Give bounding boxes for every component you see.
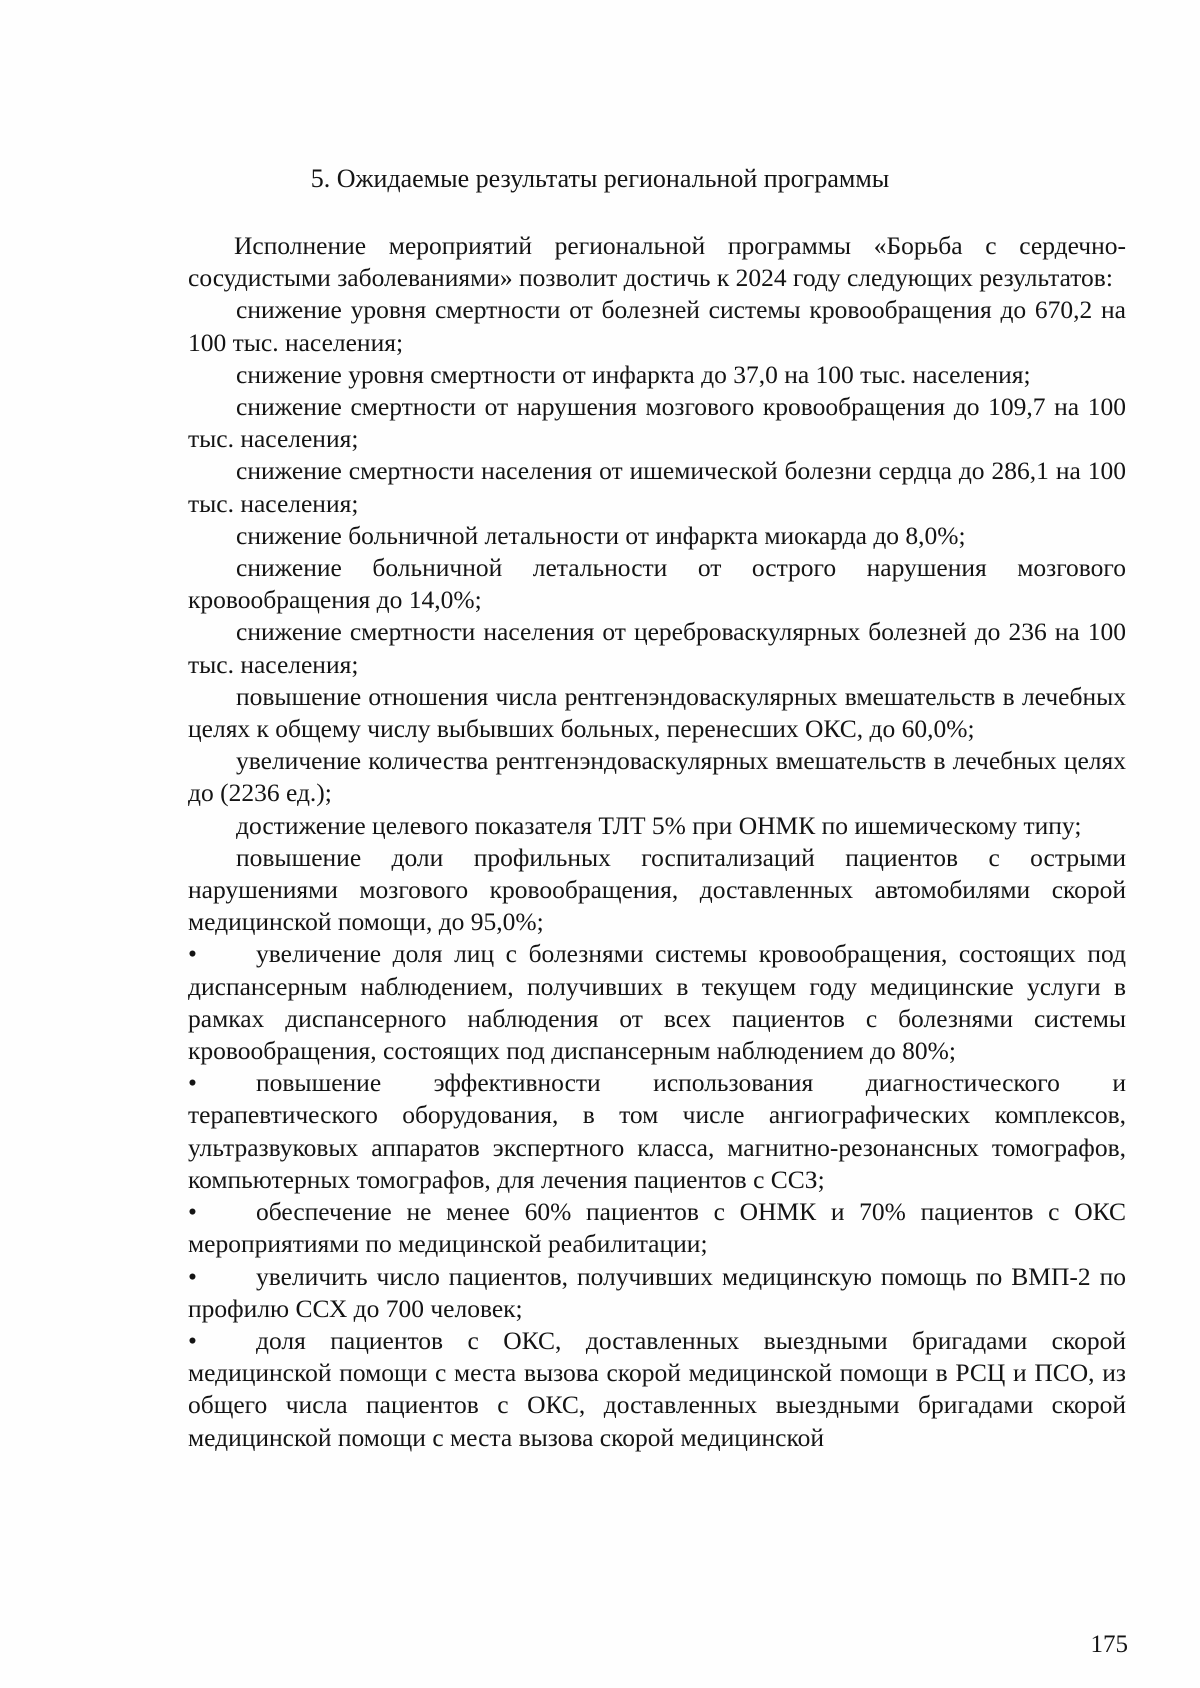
bullet-item [188, 1325, 1126, 1454]
bullet-icon: • [188, 1068, 197, 1098]
bullet-item [188, 1196, 1126, 1260]
result-item: снижение смертности населения от ишемической болезни сердца до 286,1 на 100 тыс. населения; [188, 456, 1126, 518]
result-item: снижение смертности от нарушения мозгового кровообращения до 109,7 на 100 тыс. населения; [188, 392, 1126, 454]
intro-paragraph: Исполнение мероприятий региональной программы «Борьба с сердечно-сосудистыми заболеваниями» позволит достичь к 2024 году следующих результатов: [188, 231, 1126, 293]
result-item: снижение уровня смертности от болезней системы кровообращения до 670,2 на 100 тыс. населения; [188, 295, 1126, 357]
result-item: достижение целевого показателя ТЛТ 5% при ОНМК по ишемическому типу; [236, 810, 1082, 840]
bullet-item-text: увеличение доля лиц с болезнями системы кровообращения, состоящих под диспансерным наблюдением, получивших в текущем году медицинские услуги в рамках диспансерного наблюдения от всех пациентов с болезнями системы кровообращения, состоящих под диспансерным наблюдением до 80%; [188, 939, 1126, 1066]
bullet-item-text: доля пациентов с ОКС, доставленных выездными бригадами скорой медицинской помощи с места вызова скорой медицинской помощи в РСЦ и ПСО, из общего числа пациентов с ОКС, доставленных выездными бригадами скорой медицинской помощи с места вызова скорой медицинской [188, 1325, 1126, 1452]
result-item: снижение уровня смертности от инфаркта до 37,0 на 100 тыс. населения; [236, 359, 1031, 389]
bullet-icon: • [188, 1197, 197, 1227]
bullet-item [188, 1261, 1126, 1325]
bullet-item [188, 938, 1126, 1067]
section-heading: 5. Ожидаемые результаты региональной программы [310, 164, 890, 193]
result-item: повышение доли профильных госпитализаций пациентов с острыми нарушениями мозгового кровообращения, доставленных автомобилями скорой медицинской помощи, до 95,0%; [188, 842, 1126, 937]
bullet-icon: • [188, 939, 197, 969]
result-item: увеличение количества рентгенэндоваскулярных вмешательств в лечебных целях до (2236 ед.); [188, 746, 1126, 808]
result-item: снижение больничной летальности от острого нарушения мозгового кровообращения до 14,0%; [188, 553, 1126, 615]
bullet-item-text: обеспечение не менее 60% пациентов с ОНМК и 70% пациентов с ОКС мероприятиями по медицинской реабилитации; [188, 1197, 1126, 1259]
bullet-icon: • [188, 1261, 197, 1291]
bullet-icon: • [188, 1325, 197, 1355]
result-item: снижение смертности населения от цереброваскулярных болезней до 236 на 100 тыс. населения; [188, 617, 1126, 679]
bullet-item-text: повышение эффективности использования диагностического и терапевтического оборудования, в том числе ангиографических комплексов, ультразвуковых аппаратов экспертного класса, магнитно-резонансных томографов, компьютерных томографов, для лечения пациентов с ССЗ; [188, 1068, 1126, 1194]
bullet-item [188, 1067, 1126, 1196]
result-item: повышение отношения числа рентгенэндоваскулярных вмешательств в лечебных целях к общему числу выбывших больных, перенесших ОКС, до 60,0%; [188, 681, 1126, 744]
page-number: 175 [1090, 1631, 1128, 1658]
section-body [188, 230, 1126, 1454]
result-item: снижение больничной летальности от инфаркта миокарда до 8,0%; [236, 520, 966, 550]
bullet-item-text: увеличить число пациентов, получивших медицинскую помощь по ВМП-2 по профилю ССХ до 700 человек; [188, 1261, 1126, 1323]
